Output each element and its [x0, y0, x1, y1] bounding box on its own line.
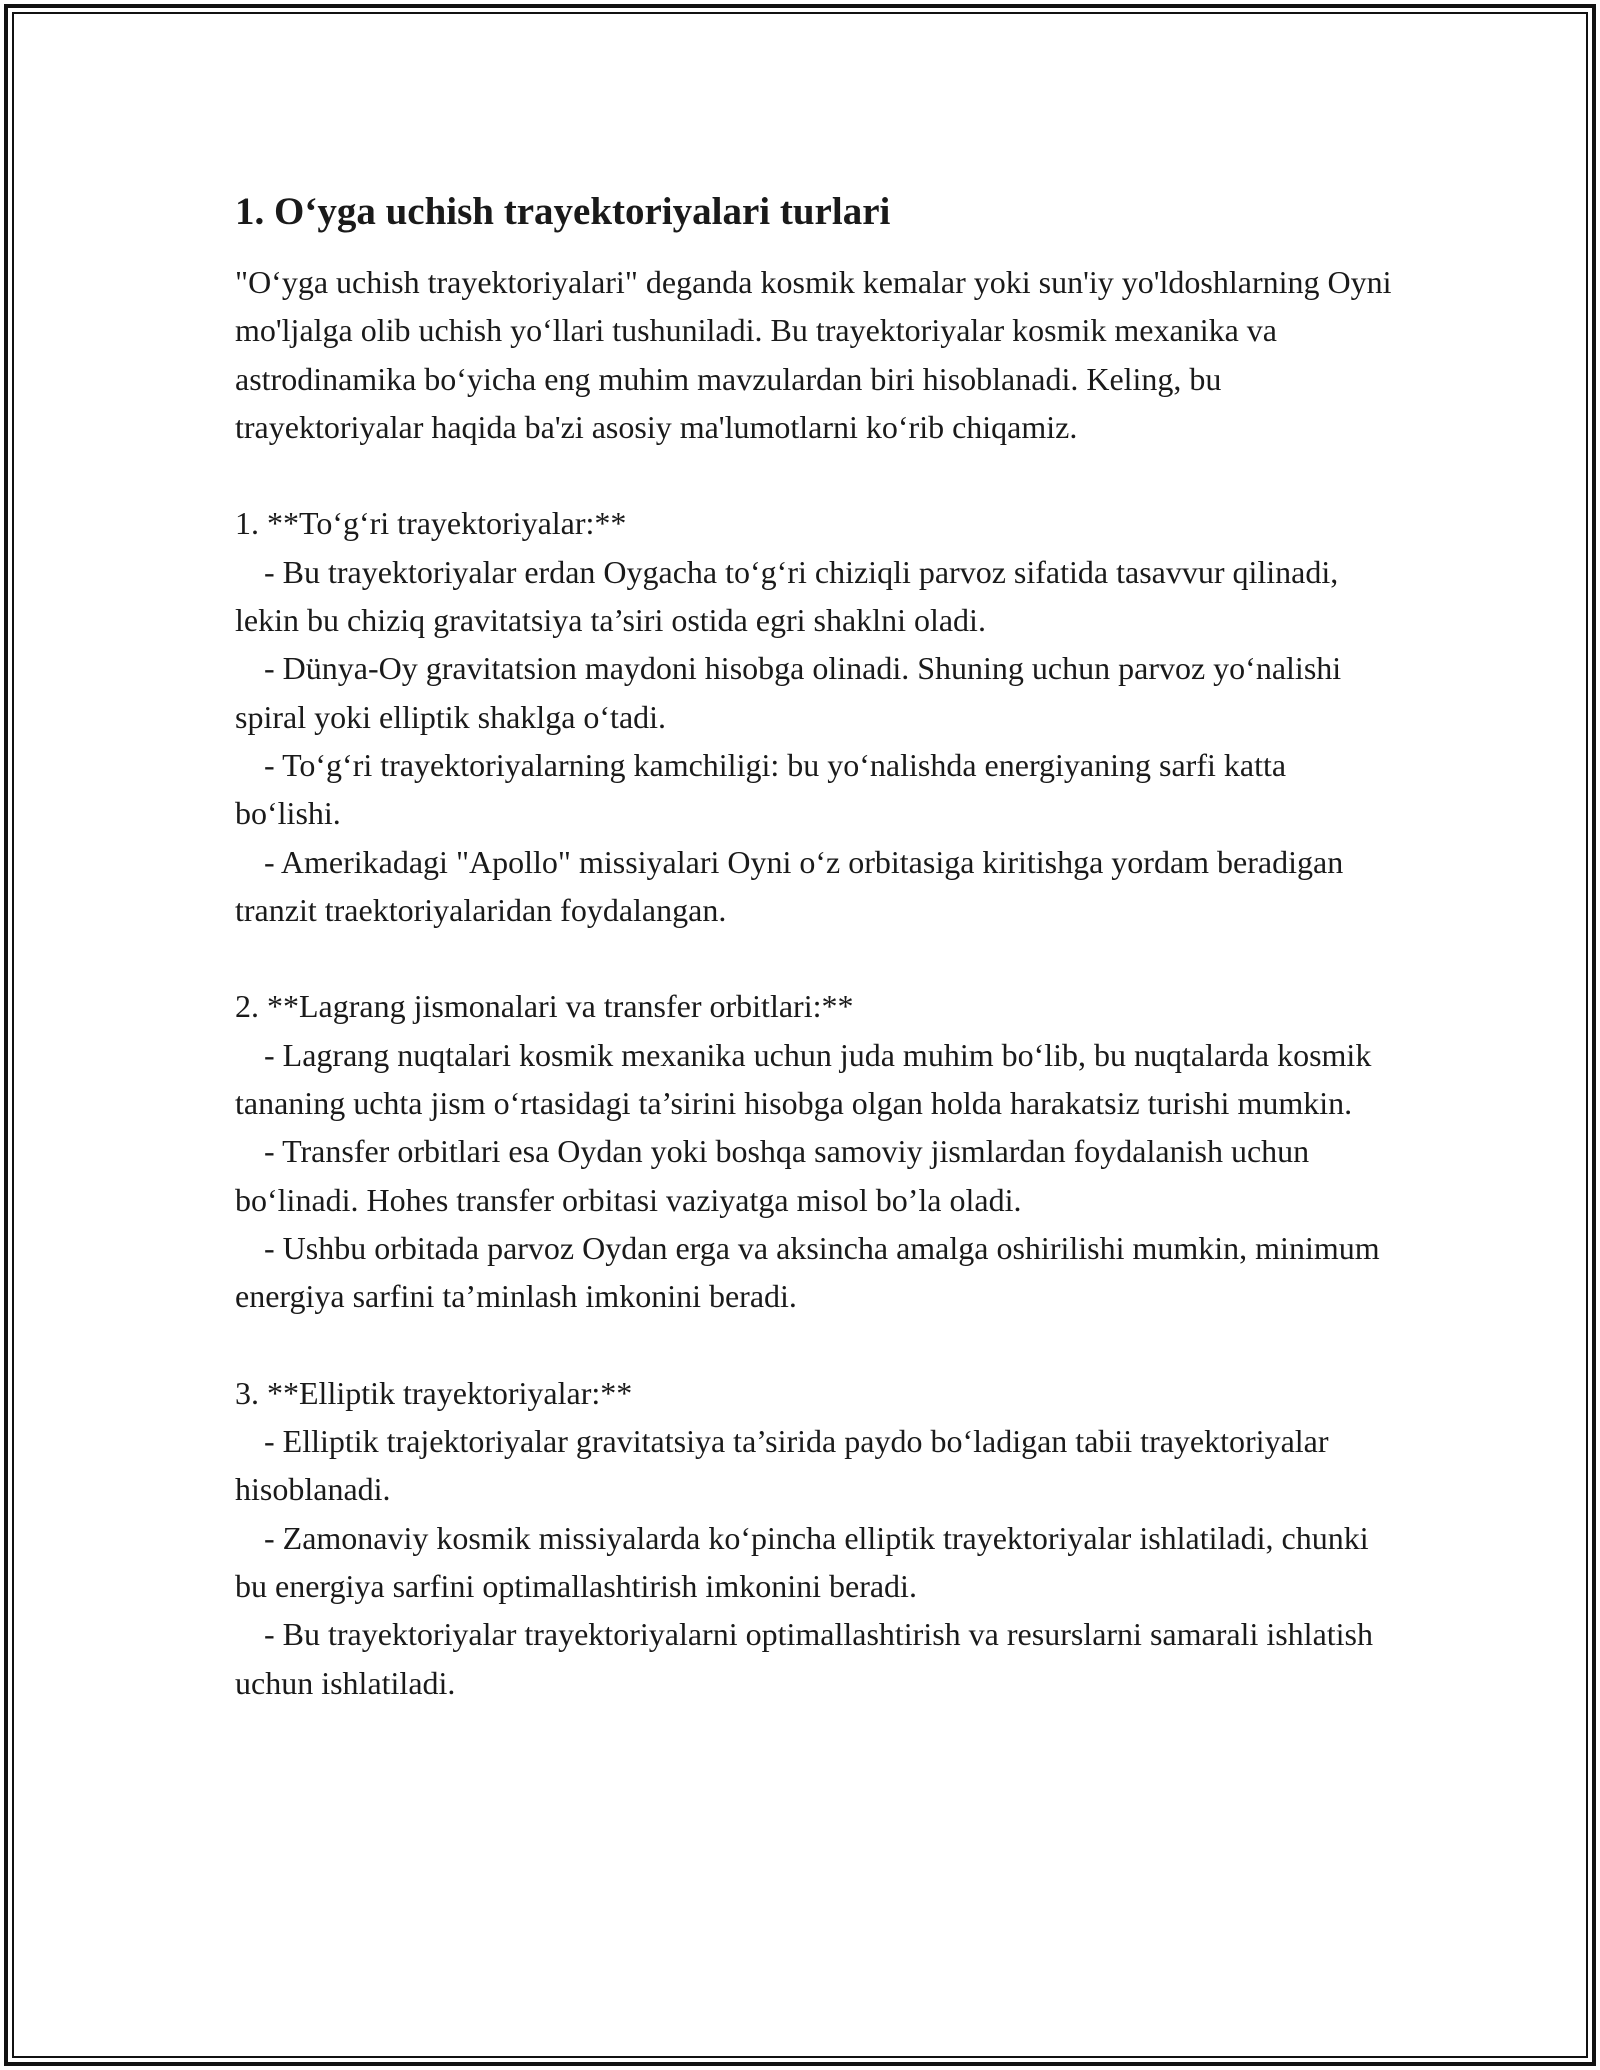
- bullet-item: - Dünya-Oy gravitatsion maydoni hisobga olinadi. Shuning uchun parvoz yo‘nalishi spiral yoki elliptik shaklga o‘tadi.: [235, 650, 1342, 735]
- bullet-item: - Bu trayektoriyalar erdan Oygacha to‘g‘ri chiziqli parvoz sifatida tasavvur qilinadi, lekin bu chiziq gravitatsiya ta’siri ostida egri shaklni oladi.: [235, 553, 1339, 639]
- bullet-item: - Transfer orbitlari esa Oydan yoki boshqa samoviy jismlardan foydalanish uchun bo‘linadi. Hohes transfer orbitasi vaziyatga misol bo’la oladi.: [235, 1133, 1310, 1218]
- document-body: [235, 188, 1395, 1707]
- section-heading: 1. **To‘g‘ri trayektoriyalar:**: [235, 505, 627, 542]
- section-elliptic-trajectories: [235, 1369, 1395, 1707]
- bullet-item: - Ushbu orbitada parvoz Oydan erga va aksincha amalga oshirilishi mumkin, minimum energiya sarfini ta’minlash imkonini beradi.: [235, 1229, 1380, 1315]
- section-heading: 2. **Lagrang jismonalari va transfer orbitlari:**: [235, 988, 854, 1025]
- intro-paragraph: "O‘yga uchish trayektoriyalari" deganda kosmik kemalar yoki sun'iy yo'ldoshlarning Oyni mo'ljalga olib uchish yo‘llari tushuniladi. Bu trayektoriyalar kosmik mexanika va astrodinamika bo‘yicha eng muhim mavzulardan biri hisoblanadi. Keling, bu trayektoriyalar haqida ba'zi asosiy ma'lumotlarni ko‘rib chiqamiz.: [235, 264, 1392, 445]
- bullet-item: - Amerikadagi "Apollo" missiyalari Oyni o‘z orbitasiga kiritishga yordam beradigan tranzit traektoriyalaridan foydalangan.: [235, 843, 1344, 928]
- bullet-item: - Lagrang nuqtalari kosmik mexanika uchun juda muhim bo‘lib, bu nuqtalarda kosmik tananing uchta jism o‘rtasidagi ta’sirini hisobga olgan holda harakatsiz turishi mumkin.: [235, 1036, 1372, 1122]
- section-lagrange-transfer: [235, 982, 1395, 1320]
- bullet-item: - Elliptik trajektoriyalar gravitatsiya ta’sirida paydo bo‘ladigan tabii trayektoriyalar hisoblanadi.: [235, 1423, 1329, 1508]
- section-straight-trajectories: [235, 499, 1395, 934]
- bullet-item: - Zamonaviy kosmik missiyalarda ko‘pincha elliptik trayektoriyalar ishlatiladi, chunki bu energiya sarfini optimallashtirish imkonini beradi.: [235, 1519, 1369, 1605]
- document-title: 1. O‘yga uchish trayektoriyalari turlari: [235, 190, 891, 233]
- bullet-item: - To‘g‘ri trayektoriyalarning kamchiligi: bu yo‘nalishda energiyaning sarfi katta bo‘lishi.: [235, 746, 1287, 832]
- bullet-item: - Bu trayektoriyalar trayektoriyalarni optimallashtirish va resurslarni samarali ishlatish uchun ishlatiladi.: [235, 1616, 1373, 1701]
- section-heading: 3. **Elliptik trayektoriyalar:**: [235, 1374, 633, 1411]
